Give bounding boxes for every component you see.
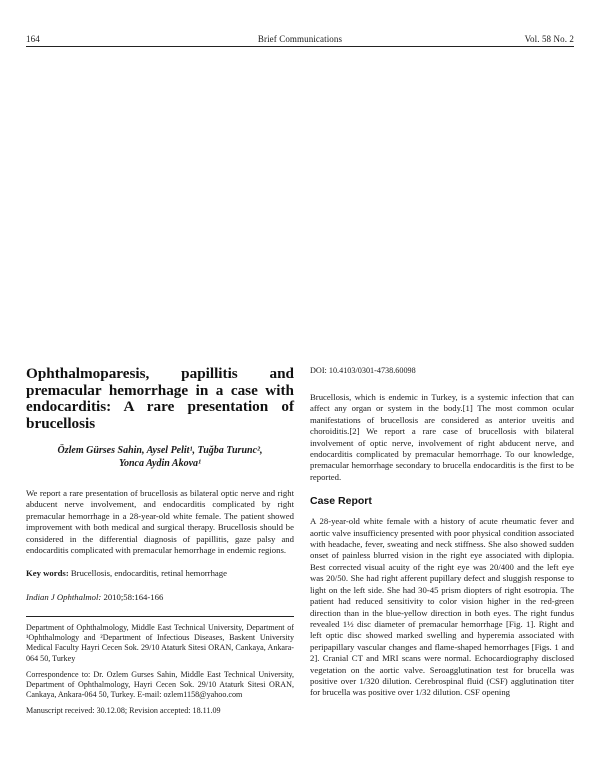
journal-name: Indian J Ophthalmol:	[26, 591, 102, 602]
footnote-box	[26, 616, 294, 717]
authors-line-2: Yonca Aydin Akova¹	[118, 458, 202, 469]
manuscript-dates: Manuscript received: 30.12.08; Revision accepted: 18.11.09	[26, 706, 221, 716]
right-column	[310, 366, 574, 699]
keywords-text: Brucellosis, endocarditis, retinal hemorrhage	[68, 568, 227, 579]
citation-text: 2010;58:164-166	[101, 591, 164, 602]
citation	[26, 592, 294, 603]
keywords-label: Key words:	[26, 568, 69, 579]
authors-line-1: Özlem Gürses Sahin, Aysel Pelit¹, Tuğba Turunc²,	[57, 445, 263, 456]
section-heading-case-report: Case Report	[310, 495, 372, 508]
affiliations: Department of Ophthalmology, Middle East Technical University, Department of ¹Ophthalmology and ²Department of Infectious Diseases, Baskent University Medical Faculty Hayri Cecen Sok. 29/10 Ataturk Sitesi ORAN, Cankaya, Ankara-064 50, Turkey	[26, 623, 294, 663]
author-list	[26, 444, 294, 470]
keywords	[26, 568, 294, 579]
left-column	[26, 366, 294, 603]
case-report-paragraph: A 28-year-old white female with a history of acute rheumatic fever and aortic valve insufficiency presented with poor physical condition associated with headache, fever, sweating and neck stiffness. She also showed sudden onset of painless blurred vision in the right eye associated with diplopia. Best corrected visual acuity of the right eye was 20/400 and the left eye was 20/50. She had right afferent pupillary defect and sluggish response to light on the left side. She had 30-45 prism diopters of right esotropia. The patient had reduced sensitivity to color vision higher in the red-green direction than in the blue-yellow direction in both eyes. The right fundus revealed 1½ disc diameter of premacular hemorrhage [Fig. 1]. Right and left optic disc showed marked swelling and hyperemia associated with peripapillary vascular changes and flame-shaped hemorrhages [Figs. 1 and 2]. Cranial CT and MRI scans were normal. Echocardiography disclosed vegetation on the aortic valve. Seroagglutination test for brucella was positive over 1/320 dilution. Cerebrospinal fluid (CSF) agglutination titer for brucella was positive over 1/32 dilution. CSF opening	[310, 516, 574, 698]
abstract: We report a rare presentation of brucellosis as bilateral optic nerve and right abducent nerve involvement, and endocarditis complicated by right premacular hemorrhage in a 28-year-old white female. The patient showed improvement with both medical and surgical therapy. Brucellosis should be considered in the differential diagnosis of papillitis, gaze palsy and endocarditis complicated with premacular hemorrhage in endemic regions.	[26, 488, 294, 556]
introduction-paragraph: Brucellosis, which is endemic in Turkey, is a systemic infection that can affect any organ or system in the body.[1] The most common ocular manifestations of brucellosis are considered as anterior uveitis and choroiditis.[2] We report a rare case of brucellosis with bilateral involvement of optic nerve, involvement of right abducent nerve, and endocarditis complicated by premacular hemorrhage. To our knowledge, premacular hemorrhage secondary to brucella endocarditis is the first to be reported.	[310, 392, 574, 482]
volume-label: Vol. 58 No. 2	[524, 34, 574, 44]
running-section-title: Brief Communications	[257, 34, 343, 44]
header-rule	[26, 46, 574, 47]
page-number: 164	[26, 34, 40, 44]
correspondence: Correspondence to: Dr. Ozlem Gurses Sahin, Middle East Technical University, Department of Ophthalmology, Hayri Cecen Sok. 29/10 Ataturk Sitesi ORAN, Cankaya, Ankara-064 50, Turkey. E-mail: ozlem1158@yahoo.com	[26, 669, 294, 700]
doi: DOI: 10.4103/0301-4738.60098	[310, 366, 416, 375]
article-title: Ophthalmoparesis, papillitis and premacular hemorrhage in a case with endocarditis: A rare presentation of brucellosis	[26, 365, 294, 432]
